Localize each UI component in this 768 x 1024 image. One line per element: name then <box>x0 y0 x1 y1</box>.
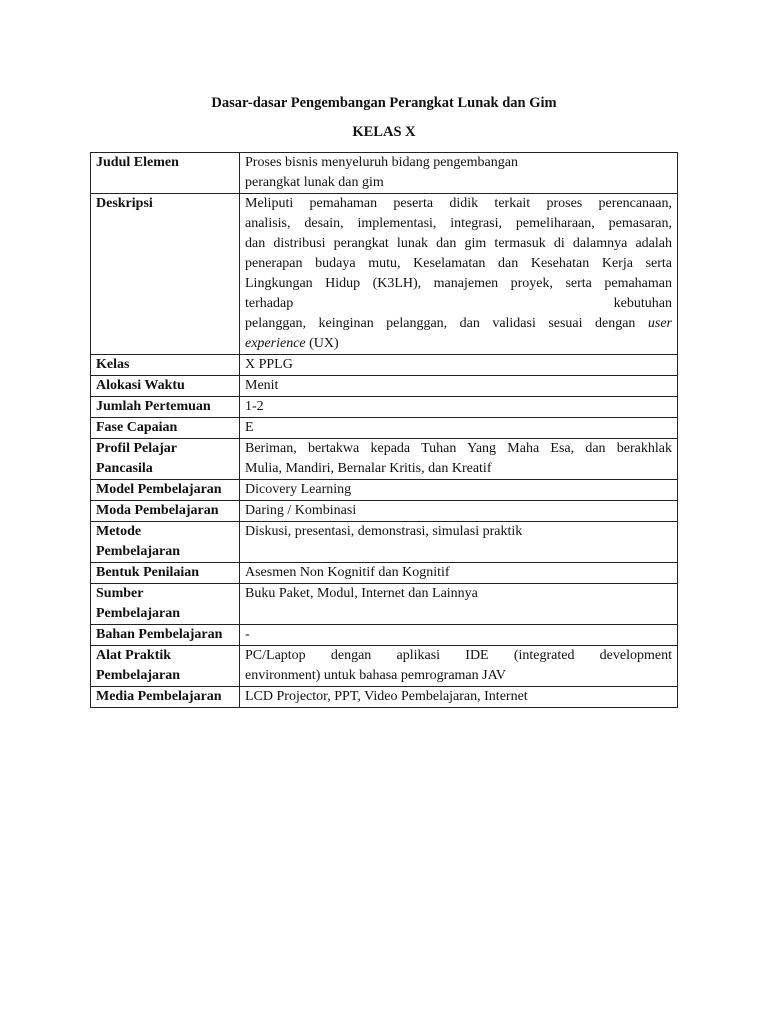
row-label <box>91 584 240 625</box>
row-value: Daring / Kombinasi <box>240 501 678 522</box>
row-label: Fase Capaian <box>91 418 240 439</box>
table-row <box>91 153 678 194</box>
value-italic-continuation: experience <box>245 336 306 351</box>
value-text: pelanggan, keinginan pelanggan, dan validasi sesuai dengan <box>245 316 636 331</box>
value-italic-text: user <box>647 316 673 331</box>
row-label: Model Pembelajaran <box>91 480 240 501</box>
row-value: Menit <box>240 376 678 397</box>
value-line-mixed <box>245 314 672 334</box>
label-line: Metode <box>96 524 142 539</box>
table-row <box>91 194 678 355</box>
row-value: E <box>240 418 678 439</box>
table-row <box>91 646 678 687</box>
value-line: Proses bisnis menyeluruh bidang pengembangan <box>245 155 518 170</box>
row-label: Deskripsi <box>91 194 240 355</box>
label-line: Profil Pelajar <box>96 441 177 456</box>
label-line: Alat Praktik <box>96 648 172 663</box>
value-line: analisis, desain, implementasi, integrasi, pemeliharaan, pemasaran, <box>245 216 672 231</box>
label-line: Sumber <box>96 586 144 601</box>
row-value: - <box>240 625 678 646</box>
value-line: environment) untuk bahasa pemrograman JAV <box>245 668 507 683</box>
table-row <box>91 522 678 563</box>
row-label: Bahan Pembelajaran <box>91 625 240 646</box>
table-row <box>91 687 678 708</box>
info-table <box>90 152 678 708</box>
value-line-mixed <box>245 334 672 354</box>
label-line: Pembelajaran <box>96 606 180 621</box>
table-row <box>91 397 678 418</box>
value-line: penerapan budaya mutu, Keselamatan dan Kesehatan Kerja serta <box>245 256 672 271</box>
document-subtitle: KELAS X <box>352 124 416 140</box>
row-value <box>240 153 678 194</box>
table-row <box>91 355 678 376</box>
label-line: Pembelajaran <box>96 544 180 559</box>
row-label: Bentuk Penilaian <box>91 563 240 584</box>
row-label: Kelas <box>91 355 240 376</box>
label-line: Pancasila <box>96 461 153 476</box>
value-line: perangkat lunak dan gim <box>245 175 384 190</box>
table-row <box>91 584 678 625</box>
row-label: Moda Pembelajaran <box>91 501 240 522</box>
row-label: Media Pembelajaran <box>91 687 240 708</box>
table-row <box>91 563 678 584</box>
row-value <box>240 439 678 480</box>
row-value: X PPLG <box>240 355 678 376</box>
row-value: Buku Paket, Modul, Internet dan Lainnya <box>240 584 678 625</box>
value-line: Lingkungan Hidup (K3LH), manajemen proyek, serta pemahaman <box>245 276 672 291</box>
table-row <box>91 439 678 480</box>
row-value: Dicovery Learning <box>240 480 678 501</box>
row-value <box>240 646 678 687</box>
table-row <box>91 376 678 397</box>
row-label: Jumlah Pertemuan <box>91 397 240 418</box>
value-line: Meliputi pemahaman peserta didik terkait proses perencanaan, <box>245 196 672 211</box>
value-tail: (UX) <box>309 336 339 351</box>
value-line: dan distribusi perangkat lunak dan gim termasuk di dalamnya adalah <box>245 236 672 251</box>
row-value: 1-2 <box>240 397 678 418</box>
document-title: Dasar-dasar Pengembangan Perangkat Lunak dan Gim <box>211 95 557 111</box>
value-line: PC/Laptop dengan aplikasi IDE (integrated development <box>245 648 672 663</box>
table-row <box>91 418 678 439</box>
value-line: terhadap kebutuhan <box>245 296 672 311</box>
row-value <box>240 194 678 355</box>
label-line: Pembelajaran <box>96 668 180 683</box>
row-label <box>91 646 240 687</box>
row-value: LCD Projector, PPT, Video Pembelajaran, Internet <box>240 687 678 708</box>
row-label: Judul Elemen <box>91 153 240 194</box>
value-line: Mulia, Mandiri, Bernalar Kritis, dan Kreatif <box>245 461 492 476</box>
table-row <box>91 480 678 501</box>
value-line: Beriman, bertakwa kepada Tuhan Yang Maha Esa, dan berakhlak <box>245 441 672 456</box>
row-value: Asesmen Non Kognitif dan Kognitif <box>240 563 678 584</box>
table-row <box>91 625 678 646</box>
table-row <box>91 501 678 522</box>
row-label <box>91 522 240 563</box>
row-label: Alokasi Waktu <box>91 376 240 397</box>
row-value: Diskusi, presentasi, demonstrasi, simulasi praktik <box>240 522 678 563</box>
row-label <box>91 439 240 480</box>
